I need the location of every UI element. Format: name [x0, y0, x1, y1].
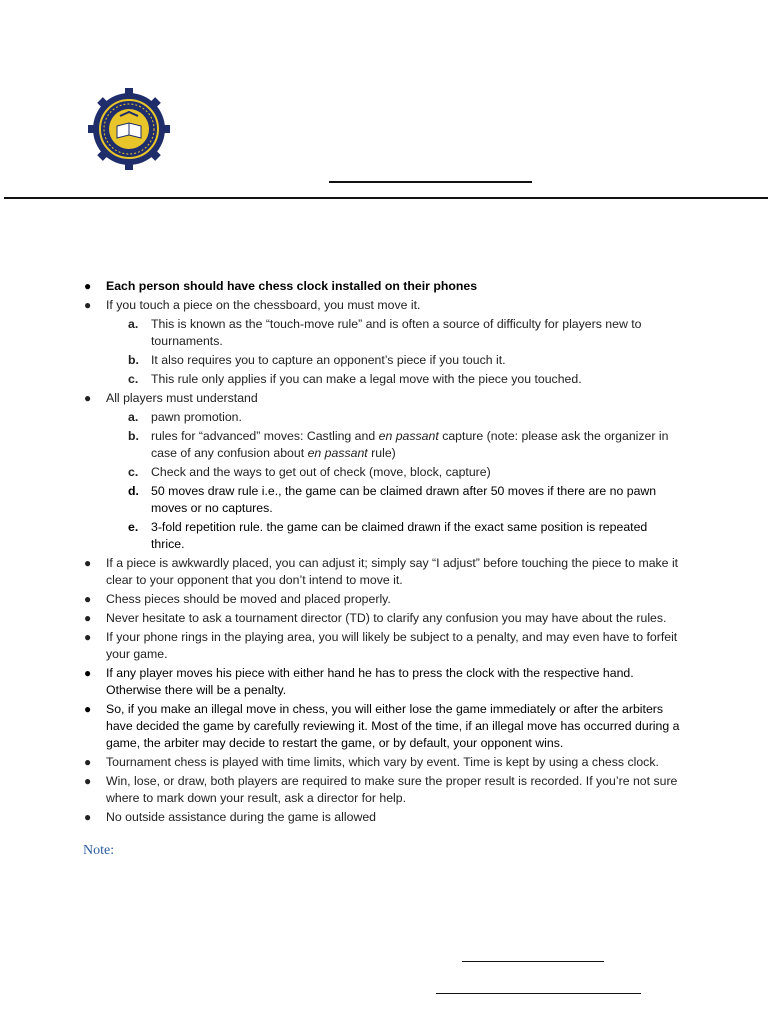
- title-underline: [329, 181, 532, 183]
- bullet-icon: ●: [84, 298, 92, 312]
- university-seal-logo: [88, 88, 170, 170]
- bullet-icon: ●: [84, 592, 92, 606]
- rule-item: ● If you touch a piece on the chessboard, you must move it.: [84, 298, 421, 312]
- sub-rule-item: d. 50 moves draw rule i.e., the game can be claimed drawn after 50 moves if there are no pawn moves or no captures.: [128, 484, 657, 515]
- sub-rule-item: b. rules for “advanced” moves: Castling and en passant capture (note: please ask the organizer in case of any confusion about en passant rule): [128, 429, 669, 460]
- bullet-icon: ●: [84, 774, 92, 788]
- rule-item: ● All players must understand: [84, 391, 258, 405]
- bullet-icon: ●: [84, 279, 92, 293]
- rule-item: ● If a piece is awkwardly placed, you can adjust it; simply say “I adjust” before touching the piece to make it clear to your opponent that you don’t intend to move it.: [84, 556, 679, 587]
- rule-item: ● If your phone rings in the playing area, you will likely be subject to a penalty, and may even have to forfeit your game.: [84, 630, 678, 661]
- sub-rule-item: b. It also requires you to capture an opponent’s piece if you touch it.: [128, 353, 506, 367]
- bullet-icon: ●: [84, 810, 92, 824]
- note-label: Note:: [83, 843, 115, 858]
- bullet-icon: ●: [84, 556, 92, 570]
- bullet-icon: ●: [84, 611, 92, 625]
- bullet-icon: ●: [84, 755, 92, 769]
- bullet-icon: ●: [84, 630, 92, 644]
- bullet-icon: ●: [84, 391, 92, 405]
- rule-item: ● Tournament chess is played with time limits, which vary by event. Time is kept by using a chess clock.: [84, 755, 659, 769]
- rule-item: ● Chess pieces should be moved and placed properly.: [84, 592, 391, 606]
- sub-rule-item: a. pawn promotion.: [128, 410, 242, 424]
- rule-item: ● So, if you make an illegal move in chess, you will either lose the game immediately or after the arbiters have decided the game by carefully reviewing it. Most of the time, if an illegal move has occurred during a game, the arbiter may decide to restart the game, or by default, your opponent wins.: [84, 702, 680, 750]
- sub-rule-item: a. This is known as the “touch-move rule” and is often a source of difficulty for players new to tournaments.: [128, 317, 642, 348]
- rule-item: ● Win, lose, or draw, both players are required to make sure the proper result is recorded. If you’re not sure where to mark down your result, ask a director for help.: [84, 774, 678, 805]
- rule-item: ● If any player moves his piece with either hand he has to press the clock with the respective hand. Otherwise there will be a penalty.: [84, 666, 634, 697]
- sub-rule-item: c. This rule only applies if you can make a legal move with the piece you touched.: [128, 372, 582, 386]
- rule-item: ● No outside assistance during the game is allowed: [84, 810, 377, 824]
- header-divider: [4, 197, 768, 199]
- signature-line: [462, 961, 604, 962]
- rule-item: ● Each person should have chess clock installed on their phones: [84, 279, 478, 293]
- bullet-icon: ●: [84, 702, 92, 716]
- signature-line: [436, 993, 641, 994]
- rules-list: [0, 278, 768, 828]
- rule-item: ● Never hesitate to ask a tournament director (TD) to clarify any confusion you may have about the rules.: [84, 611, 667, 625]
- sub-rule-item: e. 3-fold repetition rule. the game can be claimed drawn if the exact same position is repeated thrice.: [128, 520, 648, 551]
- sub-rule-item: c. Check and the ways to get out of check (move, block, capture): [128, 465, 491, 479]
- bullet-icon: ●: [84, 666, 92, 680]
